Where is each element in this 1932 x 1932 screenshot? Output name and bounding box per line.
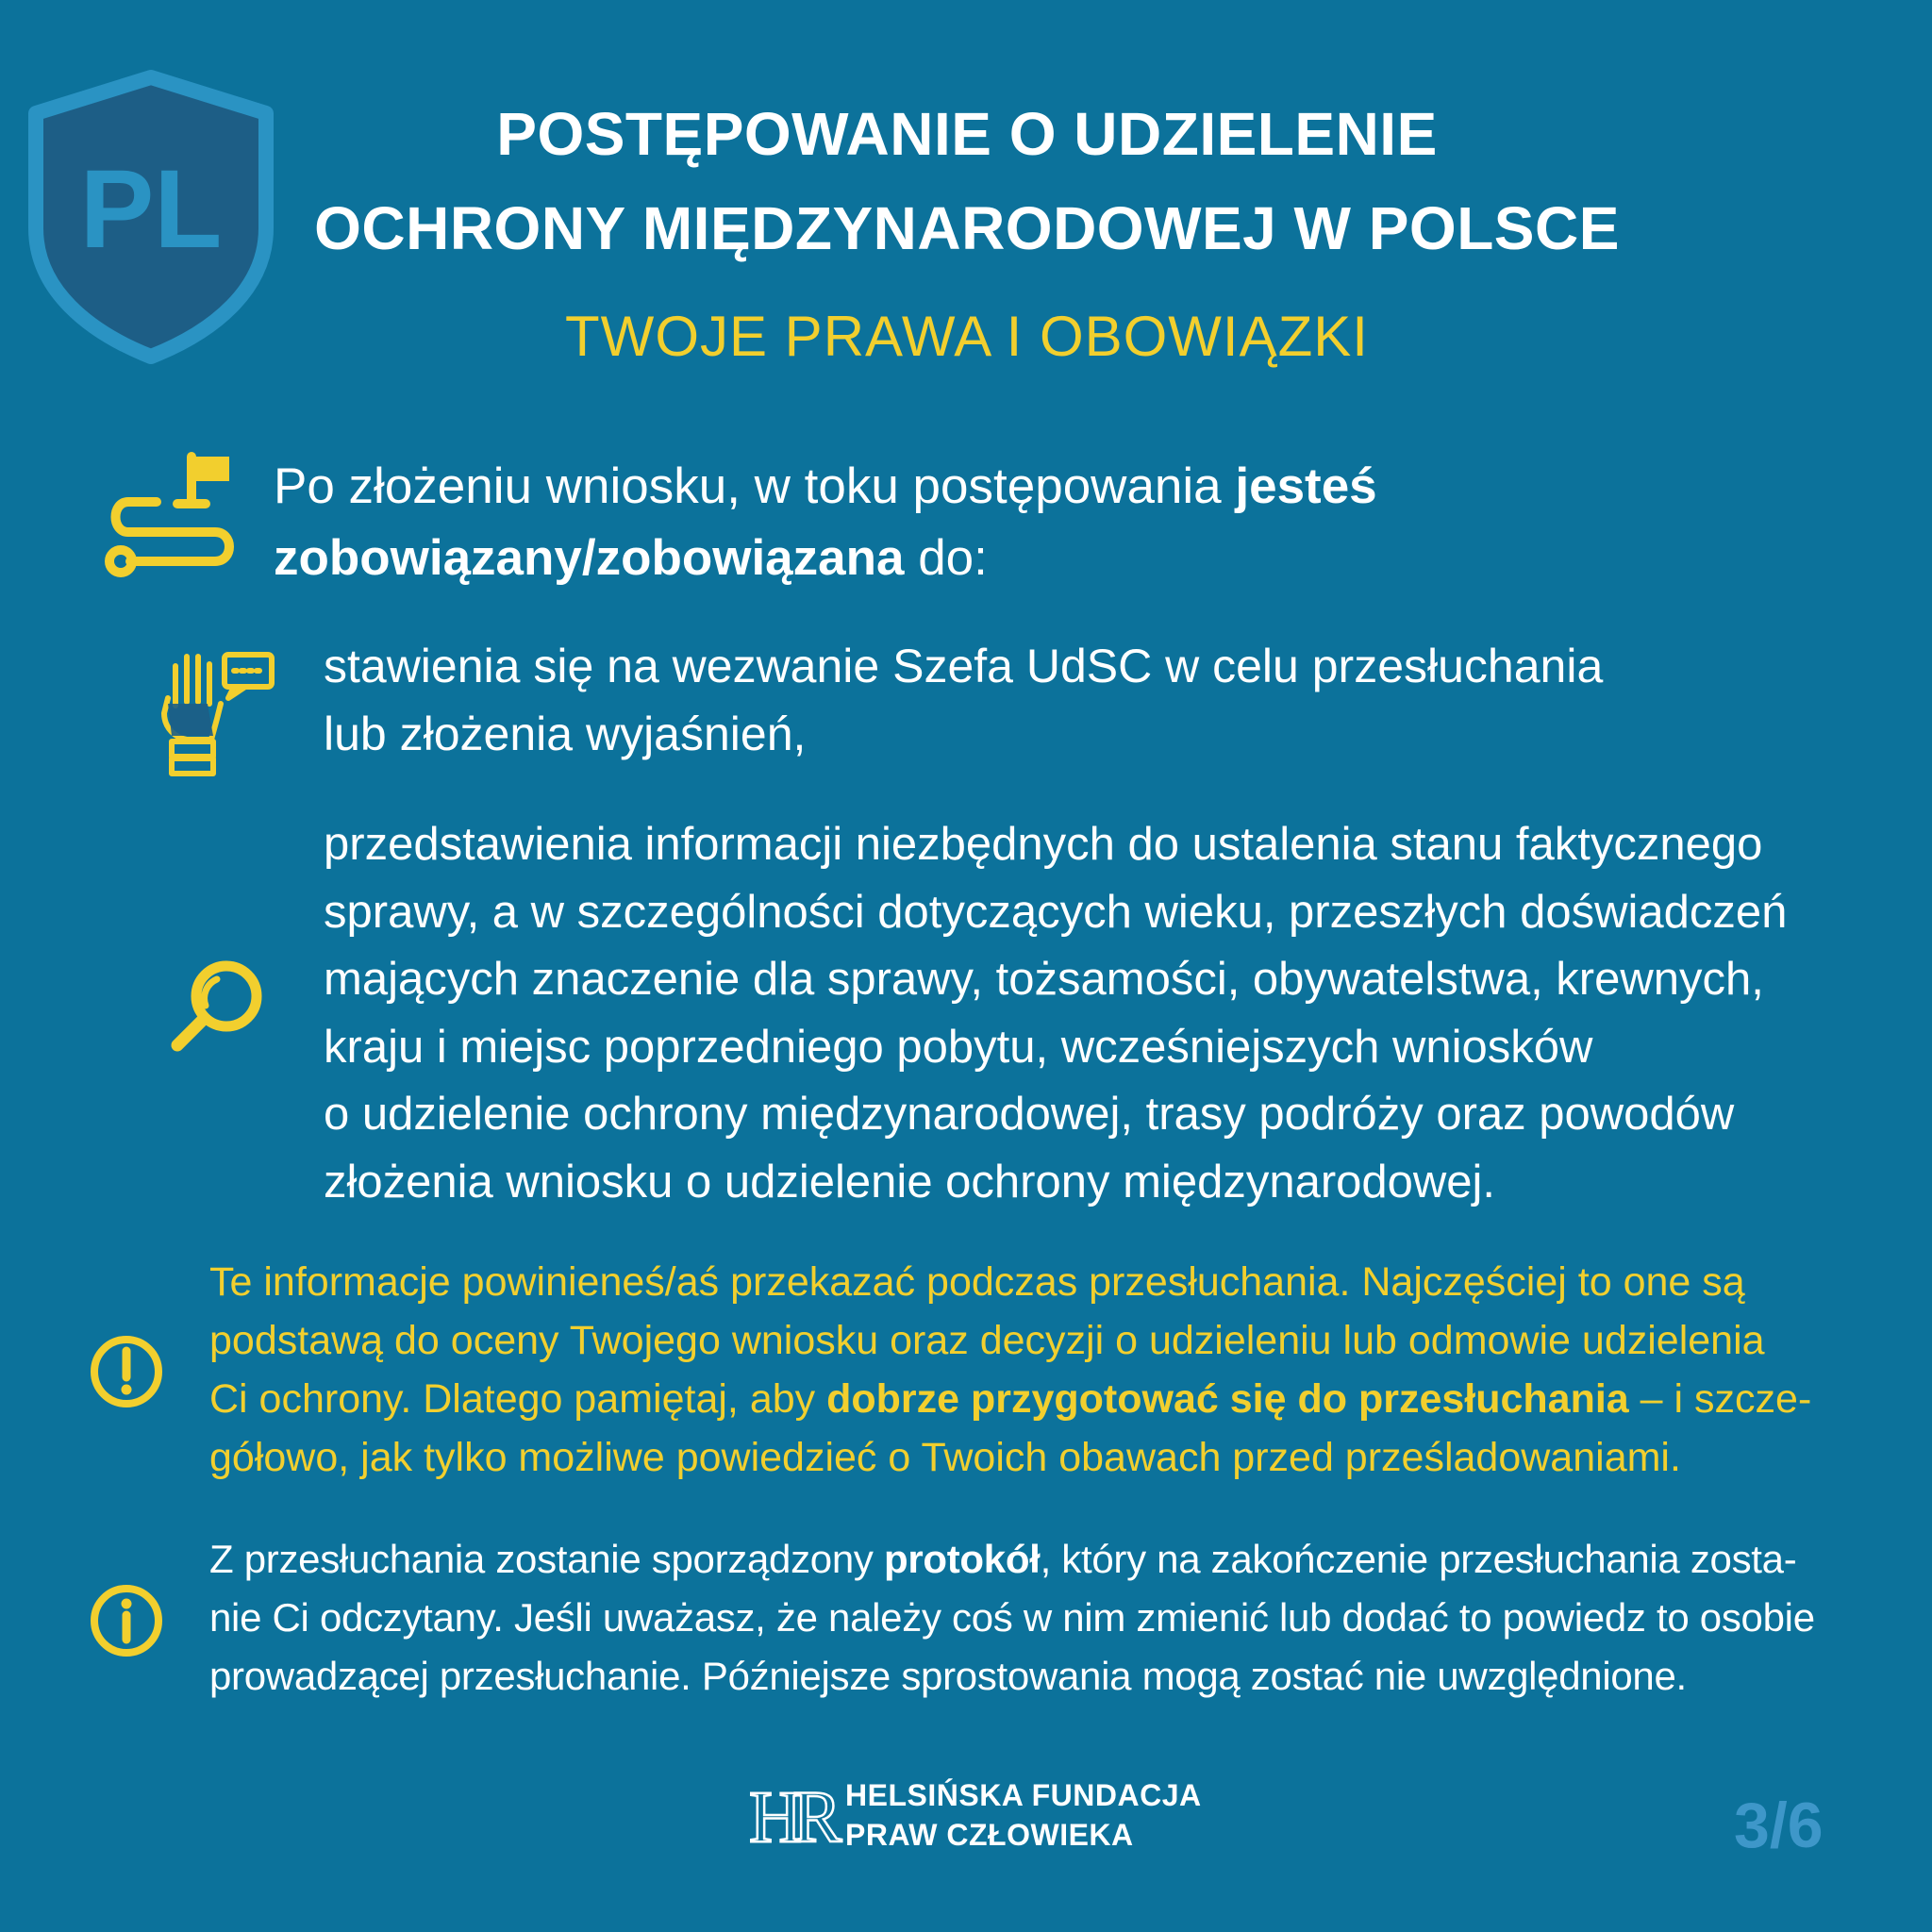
magnifier-icon [168,957,266,1055]
obligation-2-line-5: o udzielenie ochrony międzynarodowej, trasy podróży oraz powodów [324,1089,1735,1140]
logo-mark-text: HR [749,1775,833,1857]
title-line-2: OCHRONY MIĘDZYNARODOWEJ W POLSCE [314,194,1620,262]
warning-line-3-start: Ci ochrony. Dlatego pamiętaj, aby [209,1376,827,1422]
intro-text [274,451,1802,594]
info-line-2: nie Ci odczytany. Jeśli uważasz, że należy coś w nim zmienić lub dodać to powiedz to osobie [209,1595,1815,1640]
hfpc-logo-icon [745,1775,833,1857]
page-subtitle: TWOJE PRAWA I OBOWIĄZKI [565,305,1369,368]
info-note [209,1530,1851,1706]
intro-bold: jesteś zobowiązany/zobowiązana [274,458,1377,586]
obligation-item [324,632,1852,768]
warning-line-4: gółowo, jak tylko możliwe powiedzieć o Twoich obawach przed prześladowaniami. [209,1435,1681,1480]
warning-bold: dobrze przygotować się do przesłuchania [826,1376,1629,1422]
route-flag-icon [102,445,242,579]
intro-part-2: do: [904,530,988,586]
org-name-line-1: HELSIŃSKA FUNDACJA [845,1778,1202,1812]
obligation-2-line-4: kraju i miejsc poprzedniego pobytu, wcześniejszych wniosków [324,1021,1593,1073]
raised-hand-speech-icon [155,647,279,775]
obligation-2-line-3: mających znaczenie dla sprawy, tożsamości, obywatelstwa, krewnych, [324,954,1764,1005]
intro-part-1: Po złożeniu wniosku, w toku postępowania [274,458,1236,514]
obligation-2-line-1: przedstawienia informacji niezbędnych do ustalenia stanu faktycznego [324,819,1763,870]
organization-name [845,1775,1202,1855]
warning-line-3-end: – i szcze- [1628,1376,1812,1422]
obligation-item [324,811,1861,1216]
warning-line-1: Te informacje powinieneś/aś przekazać podczas przesłuchania. Najczęściej to one są [209,1259,1745,1305]
title-line-1: POSTĘPOWANIE O UDZIELENIE [496,100,1438,168]
obligation-1-line-2: lub złożenia wyjaśnień, [324,708,807,760]
info-line-1 [209,1530,1851,1589]
info-line-1-end: , który na zakończenie przesłuchania zosta- [1040,1537,1797,1581]
warning-line-3 [209,1370,1851,1428]
org-name-line-2: PRAW CZŁOWIEKA [845,1818,1134,1852]
info-line-1-start: Z przesłuchania zostanie sporządzony [209,1537,884,1581]
info-circle-icon [89,1583,164,1658]
page-title [236,87,1698,275]
page-number: 3/6 [1734,1790,1824,1861]
warning-line-2: podstawą do oceny Twojego wniosku oraz decyzji o udzieleniu lub odmowie udzielenia [209,1318,1765,1363]
warning-note [209,1253,1851,1487]
info-line-3: prowadzącej przesłuchanie. Późniejsze sprostowania mogą zostać nie uwzględnione. [209,1654,1687,1698]
obligation-2-line-6: złożenia wniosku o udzielenie ochrony międzynarodowej. [324,1156,1496,1208]
obligation-2-line-2: sprawy, a w szczególności dotyczących wieku, przeszłych doświadczeń [324,886,1788,938]
shield-label: PL [79,147,223,272]
obligation-1-line-1: stawienia się na wezwanie Szefa UdSC w celu przesłuchania [324,640,1604,692]
exclamation-circle-icon [89,1334,164,1409]
info-bold: protokół [883,1537,1041,1581]
